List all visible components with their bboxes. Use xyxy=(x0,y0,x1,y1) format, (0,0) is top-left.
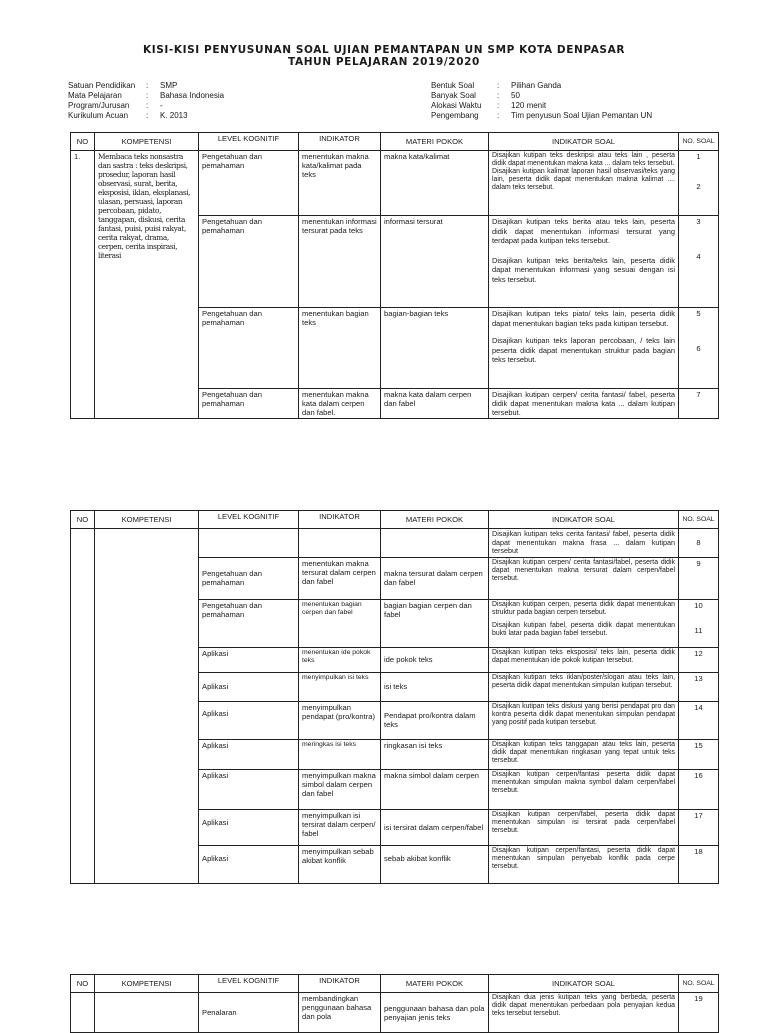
indikator-cell: menyimpulkan makna simbol dalam cerpen dan fabel xyxy=(299,769,381,809)
meta-label: Bentuk Soal xyxy=(431,81,475,90)
no-soal: 4 xyxy=(696,252,701,261)
indikator-soal-cell: Disajikan kutipan teks iklan/poster/slogan atau teks lain, peserta didik dapat menentukan simpulan kutipan tersebut. xyxy=(489,672,679,701)
indikator-soal-text: Disajikan kutipan teks berita atau teks lain, peserta didik dapat menentukan informasi tersurat yang terdapat pada kutipan teks tersebut. xyxy=(492,217,675,245)
meta-value: SMP xyxy=(160,81,178,90)
level-cell: Aplikasi xyxy=(199,672,299,701)
materi-cell: makna kata/kalimat xyxy=(381,151,489,216)
table-header-row xyxy=(71,133,719,151)
meta-label: Banyak Soal xyxy=(431,91,476,100)
no-soal: 7 xyxy=(679,389,719,419)
col-header-level: LEVEL KOGNITIF xyxy=(199,133,299,151)
meta-value: Tim penyusun Soal Ujian Pemantan UN xyxy=(511,111,653,120)
col-header-kompetensi: KOMPETENSI xyxy=(95,511,199,529)
meta-value: Bahasa Indonesia xyxy=(160,91,225,100)
kompetensi-cell: Membaca teks nonsastra dan sastra : teks deskripsi, prosedur, laporan hasil observasi, surat, berita, eksposisi, iklan, eksplanasi, ulasan, persuasi, laporan percobaan, pidato, tanggapan, diskusi, cerita fantasi, puisi, puisi rakyat, cerita rakyat, drama, cerpen, cerita inspirasi, literasi xyxy=(95,151,199,419)
indikator-cell: menentukan makna kata dalam cerpen dan fabel. xyxy=(299,389,381,419)
meta-label: Satuan Pendidikan xyxy=(68,81,136,90)
indikator-soal-cell xyxy=(489,599,679,647)
meta-sep: : xyxy=(146,111,149,120)
indikator-soal-cell xyxy=(489,216,679,308)
col-header-no: NO xyxy=(71,975,95,993)
indikator-cell: menyimpulkan sebab akibat konflik xyxy=(299,845,381,883)
indikator-cell: menyimpulkan isi tersirat dalam cerpen/ fabel xyxy=(299,809,381,845)
no-soal: 9 xyxy=(679,557,719,599)
indikator-cell: menyimpulkan pendapat (pro/kontra) xyxy=(299,701,381,739)
meta-label: Program/Jurusan xyxy=(68,101,130,110)
no-soal-cell xyxy=(679,151,719,216)
meta-sep: : xyxy=(497,111,500,120)
col-header-indikator-soal: INDIKATOR SOAL xyxy=(489,511,679,529)
level-cell xyxy=(199,529,299,558)
col-header-no-soal: NO. SOAL xyxy=(679,511,719,529)
indikator-soal-cell: Disajikan kutipan teks tanggapan atau teks lain, peserta didik dapat menentukan ringkasan yang tepat untuk teks tersebut. xyxy=(489,739,679,769)
indikator-cell xyxy=(299,529,381,558)
col-header-indikator-soal: INDIKATOR SOAL xyxy=(489,975,679,993)
indikator-soal-text: Disajikan kutipan teks deskripsi atau teks lain , peserta didik dapat menentukan makna kata ... dalam teks tersebut. xyxy=(492,152,675,167)
level-cell: Penalaran xyxy=(199,993,299,1033)
col-header-no-soal: NO. SOAL xyxy=(679,133,719,151)
level-cell: Aplikasi xyxy=(199,647,299,672)
materi-cell: makna tersurat dalam cerpen dan fabel xyxy=(381,557,489,599)
indikator-soal-cell: Disajikan kutipan cerpen/ cerita fantasi/fabel, peserta didik dapat menentukan makna tersurat dalam cerpen/fabel tersebut. xyxy=(489,557,679,599)
indikator-soal-cell: Disajikan kutipan cerpen/ cerita fantasi/ fabel, peserta didik dapat menentukan makna kata ... dalam kutipan tersebut. xyxy=(489,389,679,419)
level-cell: Pengetahuan dan pemahaman xyxy=(199,308,299,389)
no-soal: 13 xyxy=(679,672,719,701)
row-number xyxy=(71,993,95,1033)
indikator-soal-text: Disajikan kutipan cerpen, peserta didik dapat menentukan struktur pada bagian cerpen tersebut. xyxy=(492,600,675,616)
table-row xyxy=(71,993,719,1033)
no-soal: 5 xyxy=(696,309,701,318)
no-soal: 14 xyxy=(679,701,719,739)
materi-cell: bagian-bagian teks xyxy=(381,308,489,389)
table-row xyxy=(71,529,719,558)
meta-left xyxy=(68,81,224,121)
level-cell: Pengetahuan dan pemahaman xyxy=(199,216,299,308)
no-soal: 11 xyxy=(694,625,703,635)
no-soal: 6 xyxy=(696,344,701,353)
col-header-materi: MATERI POKOK xyxy=(381,511,489,529)
kisi-table-3 xyxy=(70,974,719,1033)
meta-label: Alokasi Waktu xyxy=(431,101,482,110)
indikator-cell: menentukan makna tersurat dalam cerpen dan fabel xyxy=(299,557,381,599)
materi-cell xyxy=(381,529,489,558)
kompetensi-cell xyxy=(95,993,199,1033)
meta-sep: : xyxy=(497,101,500,110)
indikator-soal-cell: Disajikan dua jenis kutipan teks yang berbeda, peserta didik dapat menentukan perbedaan pola penyajian kedua teks tersebut tersebut. xyxy=(489,993,679,1033)
indikator-soal-text: Disajikan kutipan teks laporan percobaan, / teks lain peserta didik dapat menentukan struktur pada bagian teks tersebut. xyxy=(492,336,675,364)
col-header-kompetensi: KOMPETENSI xyxy=(95,133,199,151)
indikator-cell: membandingkan penggunaan bahasa dan pola xyxy=(299,993,381,1033)
page-title-line1: KISI-KISI PENYUSUNAN SOAL UJIAN PEMANTAPAN UN SMP KOTA DENPASAR xyxy=(142,44,626,56)
no-soal: 15 xyxy=(679,739,719,769)
no-soal-cell xyxy=(679,599,719,647)
indikator-cell: menentukan informasi tersurat pada teks xyxy=(299,216,381,308)
level-cell: Pengetahuan dan pemahaman xyxy=(199,557,299,599)
meta-label: Mata Pelajaran xyxy=(68,91,122,100)
row-number: 1. xyxy=(71,151,95,419)
level-cell: Pengetahuan dan pemahaman xyxy=(199,599,299,647)
indikator-soal-cell: Disajikan kutipan cerpen/fantasi peserta didik dapat menentukan simpulan makna symbol dalam cerpen/fabel tersebut. xyxy=(489,769,679,809)
no-soal: 8 xyxy=(679,529,719,558)
no-soal-cell xyxy=(679,216,719,308)
indikator-soal-text: Disajikan kutipan fabel, peserta didik dapat menentukan bukti latar pada bagian fabel tersebut. xyxy=(492,621,675,637)
col-header-materi: MATERI POKOK xyxy=(381,133,489,151)
level-cell: Pengetahuan dan pemahaman xyxy=(199,389,299,419)
meta-sep: : xyxy=(497,81,500,90)
meta-label: Kurikulum Acuan xyxy=(68,111,129,120)
materi-cell: penggunaan bahasa dan pola penyajian jenis teks xyxy=(381,993,489,1033)
meta-label: Pengembang xyxy=(431,111,479,120)
meta-value: K. 2013 xyxy=(160,111,188,120)
indikator-soal-cell: Disajikan kutipan cerpen/fantasi, peserta didik dapat menentukan simpulan penyebab konflik pada cerpe tersebut. xyxy=(489,845,679,883)
materi-cell: bagian bagian cerpen dan fabel xyxy=(381,599,489,647)
level-cell: Aplikasi xyxy=(199,769,299,809)
indikator-soal-cell: Disajikan kutipan teks cerita fantasi/ fabel, peserta didik dapat menentukan makna frasa ... dalam kutipan tersebut xyxy=(489,529,679,558)
materi-cell: isi tersirat dalam cerpen/fabel xyxy=(381,809,489,845)
no-soal: 16 xyxy=(679,769,719,809)
indikator-cell: menyimpulkan isi teks xyxy=(299,672,381,701)
col-header-indikator: INDIKATOR xyxy=(299,133,381,151)
no-soal: 19 xyxy=(679,993,719,1033)
indikator-cell: menentukan bagian teks xyxy=(299,308,381,389)
meta-value: - xyxy=(160,101,163,110)
materi-cell: makna simbol dalam cerpen xyxy=(381,769,489,809)
page-title-line2: TAHUN PELAJARAN 2019/2020 xyxy=(288,56,480,68)
indikator-soal-cell: Disajikan kutipan teks eksposisi/ teks lain, peserta didik dapat menentukan ide pokok kutipan tersebut. xyxy=(489,647,679,672)
no-soal: 17 xyxy=(679,809,719,845)
no-soal: 12 xyxy=(679,647,719,672)
indikator-soal-text: Disajikan kutipan teks piato/ teks lain, peserta didik dapat menentukan bagian teks pada kutipan tersebut. xyxy=(492,309,675,328)
level-cell: Aplikasi xyxy=(199,845,299,883)
meta-value: 50 xyxy=(511,91,520,100)
indikator-cell: meringkas isi teks xyxy=(299,739,381,769)
level-cell: Pengetahuan dan pemahaman xyxy=(199,151,299,216)
indikator-cell: menentukan bagian cerpen dan fabel xyxy=(299,599,381,647)
col-header-no: NO xyxy=(71,133,95,151)
col-header-no-soal: NO. SOAL xyxy=(679,975,719,993)
meta-sep: : xyxy=(497,91,500,100)
materi-cell: informasi tersurat xyxy=(381,216,489,308)
table-header-row xyxy=(71,511,719,529)
row-number xyxy=(71,529,95,884)
meta-sep: : xyxy=(146,91,149,100)
table-header-row xyxy=(71,975,719,993)
meta-sep: : xyxy=(146,81,149,90)
indikator-soal-cell xyxy=(489,151,679,216)
col-header-level: LEVEL KOGNITIF xyxy=(199,975,299,993)
no-soal: 18 xyxy=(679,845,719,883)
materi-cell: Pendapat pro/kontra dalam teks xyxy=(381,701,489,739)
col-header-indikator-soal: INDIKATOR SOAL xyxy=(489,133,679,151)
indikator-soal-cell: Disajikan kutipan cerpen/fabel, peserta didik dapat menentukan simpulan isi tersirat pada cerpen/fabel tersebut. xyxy=(489,809,679,845)
materi-cell: isi teks xyxy=(381,672,489,701)
no-soal: 2 xyxy=(696,182,701,191)
materi-cell: sebab akibat konflik xyxy=(381,845,489,883)
kisi-table-2 xyxy=(70,510,719,884)
indikator-soal-text: Disajikan kutipan kalimat laporan hasil observasi/teks yang lain, peserta didik dapat menentukan makna kalimat .... dalam teks tersebut. xyxy=(492,168,675,191)
indikator-soal-cell: Disajikan kutipan teks diskusi yang berisi pendapat pro dan kontra peserta didik dapat menentukan simpulan pendapat yang positif pada kutipan tersebut. xyxy=(489,701,679,739)
materi-cell: ringkasan isi teks xyxy=(381,739,489,769)
meta-value: 120 menit xyxy=(511,101,547,110)
col-header-indikator: INDIKATOR xyxy=(299,511,381,529)
kompetensi-cell xyxy=(95,529,199,884)
table-row xyxy=(71,151,719,216)
col-header-kompetensi: KOMPETENSI xyxy=(95,975,199,993)
materi-cell: ide pokok teks xyxy=(381,647,489,672)
meta-sep: : xyxy=(146,101,149,110)
indikator-cell: menentukan ide pokok teks xyxy=(299,647,381,672)
col-header-indikator: INDIKATOR xyxy=(299,975,381,993)
indikator-soal-cell xyxy=(489,308,679,389)
no-soal: 10 xyxy=(694,600,703,610)
kisi-table-1 xyxy=(70,132,719,419)
col-header-no: NO xyxy=(71,511,95,529)
level-cell: Aplikasi xyxy=(199,739,299,769)
level-cell: Aplikasi xyxy=(199,701,299,739)
indikator-soal-text: Disajikan kutipan teks berita/teks lain, peserta didik dapat menentukan informasi yang sesuai dengan isi teks tersebut. xyxy=(492,255,675,284)
meta-right xyxy=(431,81,652,121)
meta-value: Pilihan Ganda xyxy=(511,81,562,90)
materi-cell: makna kata dalam cerpen dan fabel xyxy=(381,389,489,419)
indikator-cell: menentukan makna kata/kalimat pada teks xyxy=(299,151,381,216)
col-header-level: LEVEL KOGNITIF xyxy=(199,511,299,529)
level-cell: Aplikasi xyxy=(199,809,299,845)
no-soal: 3 xyxy=(696,217,701,226)
no-soal: 1 xyxy=(696,152,701,161)
no-soal-cell xyxy=(679,308,719,389)
col-header-materi: MATERI POKOK xyxy=(381,975,489,993)
